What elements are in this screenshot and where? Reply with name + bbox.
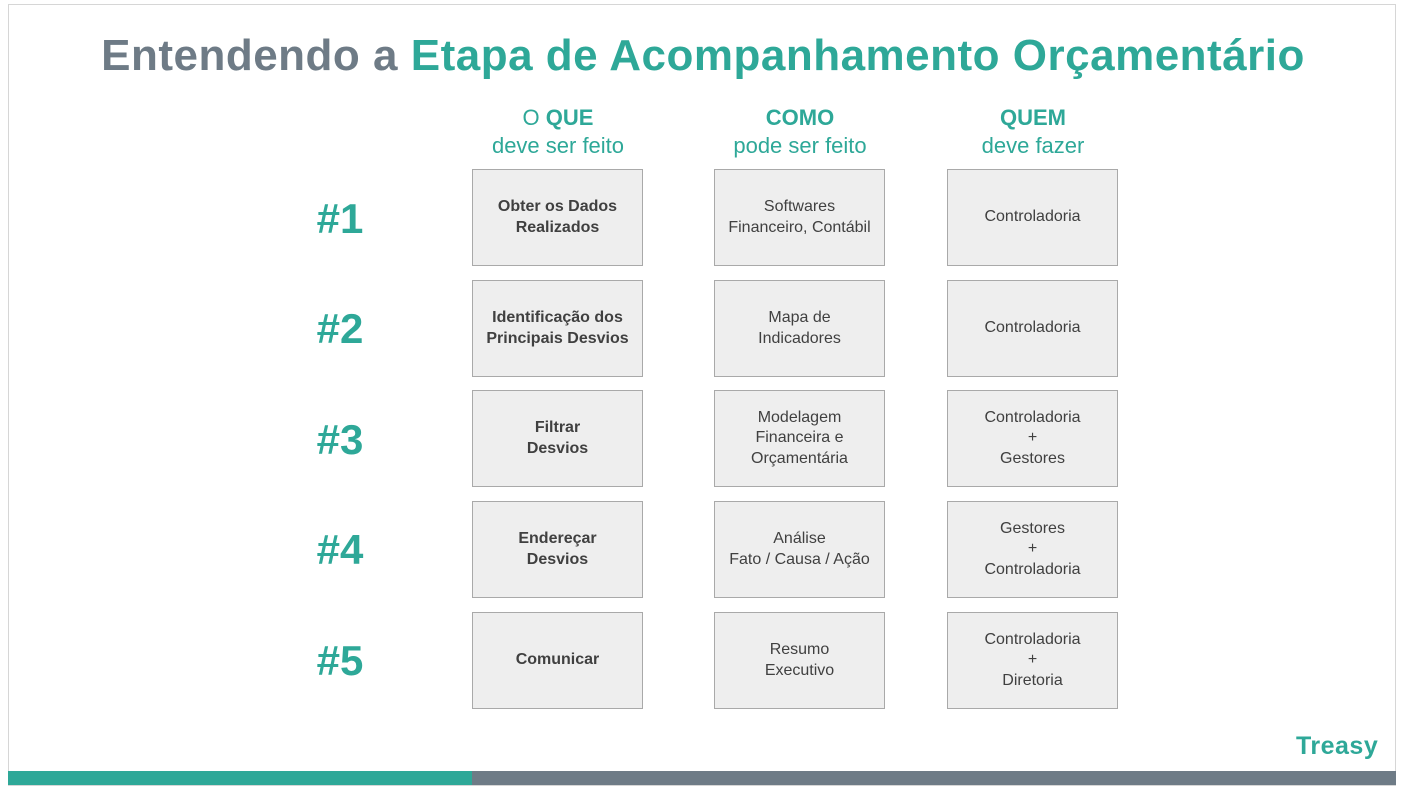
row-2-who-cell	[947, 280, 1118, 377]
column-header-who-subtitle: deve fazer	[981, 133, 1085, 158]
row-1-who-text: Controladoria	[984, 208, 1081, 226]
row-number-2: #2	[316, 305, 364, 352]
footer-bar-accent	[8, 771, 472, 785]
row-4-what-cell	[472, 501, 643, 598]
brand-logo: Treasy	[1296, 732, 1379, 760]
row-2-what-cell	[472, 280, 643, 377]
row-1-what-text: Obter os Dados Realizados	[497, 198, 618, 236]
row-5-what-cell	[472, 612, 643, 709]
row-5-how-text: Resumo Executivo	[764, 641, 835, 679]
footer-bar-gray	[472, 771, 1396, 785]
row-3-who-text: Controladoria + Gestores	[984, 408, 1081, 467]
row-4-who-cell	[947, 501, 1118, 598]
column-header-how-title: COMO	[765, 105, 835, 130]
row-3-how-text: Modelagem Financeira e Orçamentária	[751, 408, 848, 467]
column-header-who-title: QUEM	[1000, 105, 1066, 130]
row-4-who-text: Gestores + Controladoria	[984, 519, 1081, 578]
row-number-5: #5	[316, 637, 364, 684]
row-5-who-cell	[947, 612, 1118, 709]
row-4-how-text: Análise Fato / Causa / Ação	[729, 530, 870, 568]
row-3-what-cell	[472, 390, 643, 487]
column-header-how	[680, 104, 920, 160]
row-1-how-text: Softwares Financeiro, Contábil	[728, 198, 871, 236]
row-2-how-cell	[714, 280, 885, 377]
page-title	[0, 28, 1406, 84]
title-part2: Etapa de Acompanhamento Orçamentário	[410, 31, 1305, 80]
row-4-what-text: Endereçar Desvios	[518, 530, 597, 568]
row-3-what-text: Filtrar Desvios	[526, 419, 589, 457]
row-number-4: #4	[316, 526, 364, 573]
row-2-who-text: Controladoria	[984, 319, 1081, 337]
column-header-who	[913, 104, 1153, 160]
row-5-how-cell	[714, 612, 885, 709]
row-4-how-cell	[714, 501, 885, 598]
row-2-what-text: Identificação dos Principais Desvios	[486, 309, 629, 347]
column-header-what-prefix: O	[522, 105, 546, 130]
row-5-what-text: Comunicar	[515, 651, 600, 669]
row-1-who-cell	[947, 169, 1118, 266]
column-header-what-subtitle: deve ser feito	[491, 133, 625, 158]
row-1-how-cell	[714, 169, 885, 266]
column-header-how-subtitle: pode ser feito	[733, 133, 867, 158]
row-2-how-text: Mapa de Indicadores	[758, 309, 841, 347]
row-1-what-cell	[472, 169, 643, 266]
row-number-1: #1	[316, 195, 364, 242]
column-header-what	[438, 104, 678, 160]
row-number-3: #3	[316, 416, 364, 463]
title-part1: Entendendo a	[101, 31, 399, 80]
row-3-how-cell	[714, 390, 885, 487]
column-header-what-title: QUE	[545, 105, 594, 130]
row-3-who-cell	[947, 390, 1118, 487]
row-5-who-text: Controladoria + Diretoria	[984, 630, 1081, 689]
